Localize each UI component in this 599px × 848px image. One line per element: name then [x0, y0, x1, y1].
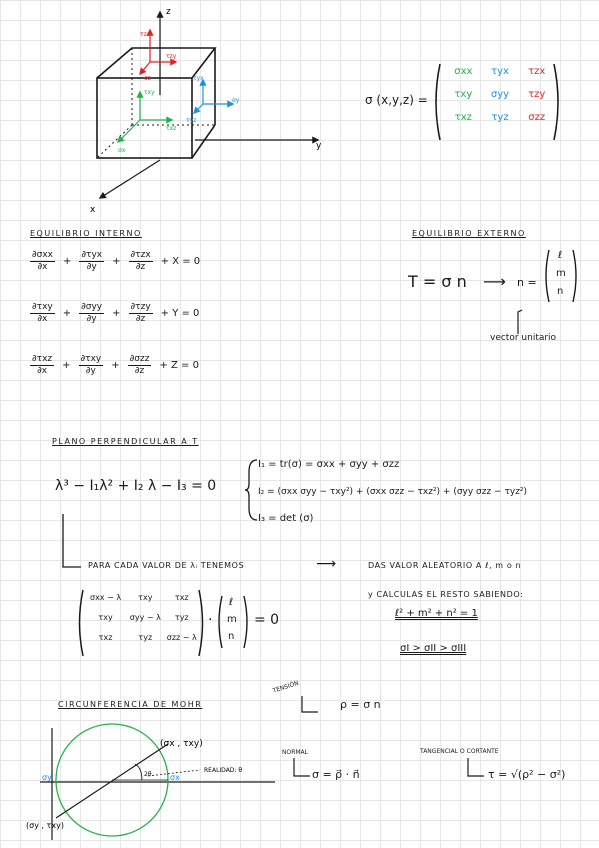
axis-x-label: x — [90, 205, 96, 215]
plane-title: PLANO PERPENDICULAR A T — [52, 437, 199, 446]
mohr-circle-diagram — [20, 722, 280, 842]
tau-yx-arrow — [194, 104, 203, 113]
normal-vector-l: ℓ — [558, 250, 563, 261]
label-tau-zx-red: τzx — [140, 31, 151, 38]
tau-zx-arrow — [140, 62, 150, 74]
vector-note: vector unitario — [490, 333, 557, 343]
cube-hidden-edges — [97, 48, 215, 158]
tensor-cell: σyy — [490, 89, 510, 100]
matrix-cell: τxz — [174, 593, 189, 602]
normal-vector-m: m — [556, 268, 566, 279]
label-sigma-y-blue: σy — [232, 97, 240, 104]
invariant-i2: I₂ = (σxx σyy − τxy²) + (σxx σzz − τxz²) + (σyy σzz − τyz²) — [258, 487, 528, 497]
plane-step-2: DAS VALOR ALEATORIO A ℓ, m o n — [368, 561, 522, 570]
mohr-point-top: (σx , τxy) — [160, 739, 203, 749]
tensor-cell: τxz — [454, 112, 472, 123]
tensor-cell: τzx — [528, 66, 546, 77]
tangential-label: TANGENCIAL O CORTANTE — [420, 748, 499, 755]
external-eq-arrow: ⟶ — [483, 272, 506, 291]
tension-label: TENSIÓN — [272, 679, 300, 695]
axis-y-label: y — [316, 141, 322, 151]
characteristic-equation: λ³ − I₁λ² + I₂ λ − I₃ = 0 — [55, 478, 217, 494]
eigen-matrix — [84, 593, 200, 642]
internal-eq-2: $\frac{\text{∂τxy}}{\partial x}$ + $\frac{\text{∂σyy}}{\partial y}$ + $\frac{\text{∂τzy}}{\partial z}$ + Y = 0 — [32, 302, 200, 324]
plane-step-3: y CALCULAS EL RESTO SABIENDO: — [368, 590, 524, 599]
tangential-eq: τ = √(ρ² − σ²) — [488, 768, 566, 781]
normal-label: NORMAL — [282, 749, 309, 756]
mohr-point-bottom: (σy , τxy) — [26, 821, 64, 830]
plane-step-1: PARA CADA VALOR DE λᵢ TENEMOS — [88, 561, 245, 570]
stress-tensor-lhs: σ (x,y,z) = — [365, 93, 428, 107]
tensor-cell: τxy — [454, 89, 473, 100]
matrix-cell: τyz — [174, 613, 189, 622]
mohr-sigma-left: σy — [42, 773, 52, 782]
label-tau-yx-blue: τyx — [193, 75, 204, 82]
cube-outline — [97, 48, 215, 158]
tensor-cell: σzz — [528, 112, 546, 123]
mohr-angle-arc — [135, 764, 142, 780]
tension-eq: ρ = σ n — [340, 698, 381, 711]
label-tau-yz-blue: τyz — [186, 117, 197, 124]
label-tau-zy-red: τzy — [166, 53, 177, 60]
label-tau-xz-green: τxz — [166, 125, 177, 132]
normal-eq: σ = ρ⃗ · n⃗ — [312, 768, 360, 781]
mohr-diameter — [56, 744, 168, 818]
eigen-eq-zero: = 0 — [254, 612, 280, 628]
tension-hook — [298, 694, 322, 718]
tangential-hook — [464, 756, 488, 782]
mohr-title: CIRCUNFERENCIA DE MOHR — [58, 700, 203, 709]
invariant-i3: I₃ = det (σ) — [258, 513, 314, 524]
sigma-x-arrow — [118, 120, 140, 142]
matrix-cell: σxx − λ — [90, 593, 122, 602]
flow-connector — [55, 512, 85, 572]
internal-eq-title: EQUILIBRIO INTERNO — [30, 229, 142, 238]
principal-order: σI > σII > σIII — [400, 643, 467, 654]
stress-cube-diagram — [0, 0, 340, 215]
tensor-cell: τzy — [528, 89, 546, 100]
internal-eq-3: $\frac{\text{∂τxz}}{\partial x}$ + $\frac{\text{∂τxy}}{\partial y}$ + $\frac{\text{∂σzz}}{\partial z}$ + Z = 0 — [32, 354, 199, 376]
tensor-cell: σxx — [454, 66, 473, 77]
label-sigma-x-green: σx — [118, 147, 126, 154]
eigen-vector-m: m — [227, 614, 237, 625]
normal-vector-lhs: n = — [517, 276, 537, 289]
matrix-cell: τyz — [138, 633, 153, 642]
label-tau-xy-green: τxy — [144, 89, 155, 96]
normal-hook — [290, 756, 314, 782]
plane-step-arrow: ⟶ — [316, 556, 337, 572]
x-axis — [100, 160, 160, 198]
axis-z-label: z — [166, 7, 171, 17]
invariant-i1: I₁ = tr(σ) = σxx + σyy + σzz — [258, 459, 400, 470]
normalization-eq: ℓ² + m² + n² = 1 — [395, 608, 478, 619]
matrix-cell: σyy − λ — [129, 613, 161, 622]
matrix-cell: τxy — [138, 593, 153, 602]
external-eq-title: EQUILIBRIO EXTERNO — [412, 229, 526, 238]
matrix-cell: τxy — [98, 613, 113, 622]
external-eq: T = σ n — [408, 272, 467, 291]
eigen-vector-l: ℓ — [229, 597, 234, 608]
stress-tensor-matrix — [445, 66, 555, 123]
tensor-cell: τyx — [491, 66, 509, 77]
internal-eq-1: $\frac{\text{∂σxx}}{\partial x}$ + $\frac{\text{∂τyx}}{\partial y}$ + $\frac{\text{∂τzx}}{\partial z}$ + X = 0 — [32, 250, 201, 272]
normal-vector-n: n — [557, 286, 564, 297]
eigen-vector-n: n — [228, 631, 235, 642]
matrix-cell: τxz — [98, 633, 113, 642]
mohr-angle-label: 2θ — [144, 771, 152, 778]
matrix-cell: σzz − λ — [166, 633, 197, 642]
mohr-sigma-right: σx — [170, 773, 180, 782]
label-sigma-z-red: σz — [144, 75, 151, 82]
mohr-realidad: REALIDAD: θ — [204, 767, 243, 774]
matrix-dot: · — [208, 612, 213, 628]
tensor-cell: τyz — [491, 112, 509, 123]
